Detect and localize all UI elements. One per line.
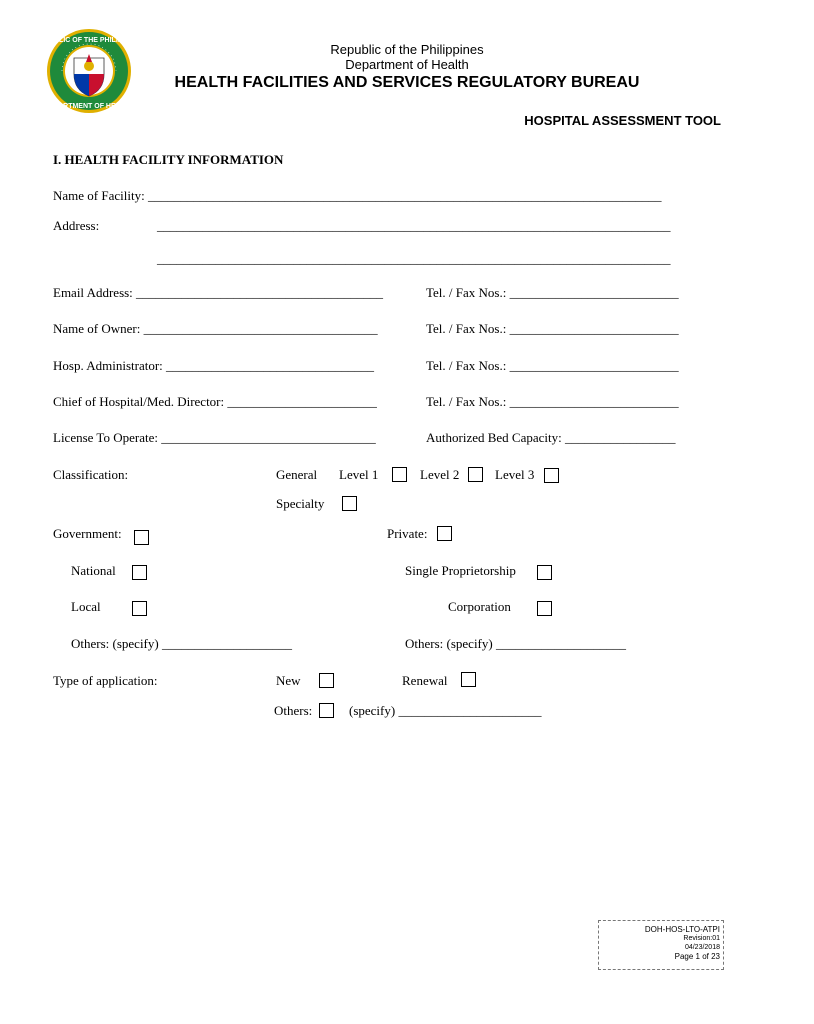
tel-fax-field-1[interactable]: Tel. / Fax Nos.: __________________________ xyxy=(426,285,679,300)
renewal-checkbox[interactable] xyxy=(461,672,476,687)
others-government-field[interactable]: Others: (specify) ____________________ xyxy=(71,636,292,651)
single-proprietorship-label: Single Proprietorship xyxy=(405,563,516,578)
local-checkbox[interactable] xyxy=(132,601,147,616)
tel-fax-field-2[interactable]: Tel. / Fax Nos.: __________________________ xyxy=(426,321,679,336)
government-checkbox[interactable] xyxy=(134,530,149,545)
document-date: 04/23/2018 xyxy=(684,944,720,951)
hospital-administrator-field[interactable]: Hosp. Administrator: ________________________________ xyxy=(53,358,375,373)
bed-capacity-field[interactable]: Authorized Bed Capacity: _________________ xyxy=(426,430,676,445)
header-bureau: HEALTH FACILITIES AND SERVICES REGULATORY BUREAU xyxy=(174,74,640,91)
name-of-facility-field[interactable]: Name of Facility: _______________________________________________________________________________ xyxy=(53,188,662,203)
national-label: National xyxy=(71,563,116,578)
header-republic: Republic of the Philippines xyxy=(330,42,484,57)
others-application-label: Others: xyxy=(274,703,313,718)
owner-field[interactable]: Name of Owner: ____________________________________ xyxy=(53,321,378,336)
others-private-field[interactable]: Others: (specify) ____________________ xyxy=(405,636,626,651)
specialty-checkbox[interactable] xyxy=(342,496,357,511)
address-line-1[interactable]: _______________________________________________________________________________ xyxy=(157,218,671,233)
header-department: Department of Health xyxy=(345,57,469,72)
page-number: Page 1 of 23 xyxy=(674,952,720,961)
seal-text-top: REPUBLIC OF THE PHILIPPINES xyxy=(34,37,144,44)
general-label: General xyxy=(276,467,318,482)
single-proprietorship-checkbox[interactable] xyxy=(537,565,552,580)
level-2-label: Level 2 xyxy=(420,467,460,482)
tool-title: HOSPITAL ASSESSMENT TOOL xyxy=(524,113,721,128)
section-title: I. HEALTH FACILITY INFORMATION xyxy=(53,152,284,167)
chief-of-hospital-field[interactable]: Chief of Hospital/Med. Director: _______________________ xyxy=(53,394,377,409)
specialty-label: Specialty xyxy=(276,496,325,511)
renewal-label: Renewal xyxy=(402,673,448,688)
email-field[interactable]: Email Address: ______________________________________ xyxy=(53,285,384,300)
others-application-specify-field[interactable]: (specify) ______________________ xyxy=(349,703,542,718)
private-label: Private: xyxy=(387,526,428,541)
level-1-label: Level 1 xyxy=(339,467,379,482)
classification-label: Classification: xyxy=(53,467,129,482)
document-revision: Revision:01 xyxy=(683,935,720,942)
seal-text-bottom: DEPARTMENT OF HEALTH xyxy=(44,103,134,110)
new-checkbox[interactable] xyxy=(319,673,334,688)
address-label: Address: xyxy=(53,218,100,233)
license-to-operate-field[interactable]: License To Operate: _________________________________ xyxy=(53,430,376,445)
document-code: DOH-HOS-LTO-ATPI xyxy=(644,925,720,934)
application-type-label: Type of application: xyxy=(53,673,158,688)
level-1-checkbox[interactable] xyxy=(392,467,407,482)
tel-fax-field-3[interactable]: Tel. / Fax Nos.: __________________________ xyxy=(426,358,679,373)
level-3-label: Level 3 xyxy=(495,467,535,482)
new-label: New xyxy=(276,673,301,688)
corporation-checkbox[interactable] xyxy=(537,601,552,616)
corporation-label: Corporation xyxy=(448,599,511,614)
national-checkbox[interactable] xyxy=(132,565,147,580)
level-3-checkbox[interactable] xyxy=(544,468,559,483)
address-line-2[interactable]: _______________________________________________________________________________ xyxy=(157,251,671,266)
local-label: Local xyxy=(71,599,101,614)
private-checkbox[interactable] xyxy=(437,526,452,541)
others-application-checkbox[interactable] xyxy=(319,703,334,718)
level-2-checkbox[interactable] xyxy=(468,467,483,482)
document-control-stamp xyxy=(598,920,724,970)
tel-fax-field-4[interactable]: Tel. / Fax Nos.: __________________________ xyxy=(426,394,679,409)
government-label: Government: xyxy=(53,526,122,541)
